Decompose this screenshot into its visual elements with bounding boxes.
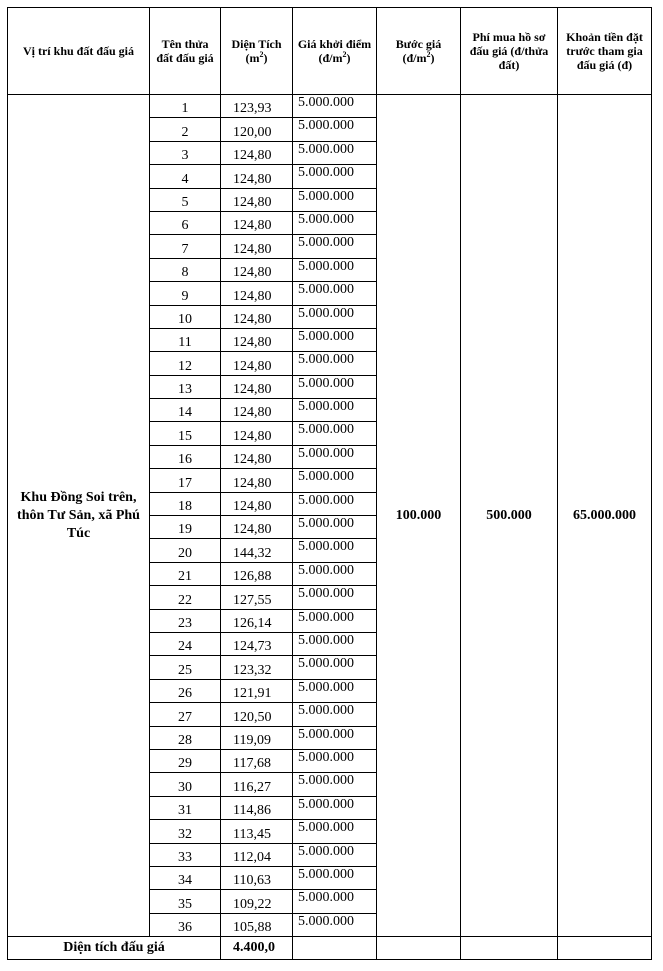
lot-area-cell: 124,80: [221, 235, 293, 258]
lot-area-cell: 112,04: [221, 843, 293, 866]
lot-start-price-cell: 5.000.000: [293, 165, 377, 188]
location-cell: Khu Đồng Soi trên, thôn Tư Sản, xã Phú Túc: [8, 95, 150, 937]
lot-number-cell: 6: [150, 211, 221, 234]
header-start-price-label: Giá khởi điểm: [297, 37, 372, 51]
lot-number-cell: 15: [150, 422, 221, 445]
lot-start-price-cell: 5.000.000: [293, 422, 377, 445]
lot-area-cell: 126,88: [221, 562, 293, 585]
lot-start-price-cell: 5.000.000: [293, 118, 377, 141]
lot-start-price-cell: 5.000.000: [293, 539, 377, 562]
lot-area-cell: 121,91: [221, 679, 293, 702]
lot-area-cell: 124,80: [221, 165, 293, 188]
lot-start-price-cell: 5.000.000: [293, 843, 377, 866]
lot-start-price-cell: 5.000.000: [293, 352, 377, 375]
lot-start-price-cell: 5.000.000: [293, 95, 377, 118]
lot-number-cell: 30: [150, 773, 221, 796]
lot-start-price-cell: 5.000.000: [293, 375, 377, 398]
footer-empty-step: [377, 937, 461, 960]
lot-number-cell: 28: [150, 726, 221, 749]
lot-number-cell: 25: [150, 656, 221, 679]
lot-start-price-cell: 5.000.000: [293, 890, 377, 913]
footer-empty-price: [293, 937, 377, 960]
header-location: Vị trí khu đất đấu giá: [8, 8, 150, 95]
lot-area-cell: 124,80: [221, 375, 293, 398]
lot-start-price-cell: 5.000.000: [293, 632, 377, 655]
lot-area-cell: 126,14: [221, 609, 293, 632]
header-start-price-unit-sup: 2: [342, 50, 347, 59]
lot-number-cell: 27: [150, 703, 221, 726]
lot-start-price-cell: 5.000.000: [293, 492, 377, 515]
footer-label: Diện tích đấu giá: [8, 937, 221, 960]
lot-start-price-cell: 5.000.000: [293, 282, 377, 305]
lot-area-cell: 124,73: [221, 632, 293, 655]
lot-number-cell: 23: [150, 609, 221, 632]
lot-number-cell: 4: [150, 165, 221, 188]
lot-start-price-cell: 5.000.000: [293, 866, 377, 889]
lot-area-cell: 124,80: [221, 211, 293, 234]
lot-start-price-cell: 5.000.000: [293, 258, 377, 281]
lot-number-cell: 16: [150, 445, 221, 468]
header-area: [221, 8, 293, 95]
lot-area-cell: 117,68: [221, 749, 293, 772]
lot-area-cell: 120,00: [221, 118, 293, 141]
lot-start-price-cell: 5.000.000: [293, 726, 377, 749]
lot-start-price-cell: 5.000.000: [293, 773, 377, 796]
table-row: [8, 95, 652, 118]
lot-number-cell: 36: [150, 913, 221, 936]
footer-empty-deposit: [558, 937, 652, 960]
lot-number-cell: 10: [150, 305, 221, 328]
lot-area-cell: 124,80: [221, 399, 293, 422]
lot-number-cell: 33: [150, 843, 221, 866]
lot-start-price-cell: 5.000.000: [293, 399, 377, 422]
lot-start-price-cell: 5.000.000: [293, 445, 377, 468]
lot-start-price-cell: 5.000.000: [293, 796, 377, 819]
lot-number-cell: 8: [150, 258, 221, 281]
footer-total-area: 4.400,0: [221, 937, 293, 960]
price-step-cell: 100.000: [377, 95, 461, 937]
header-area-unit-post: ): [263, 51, 268, 65]
lot-start-price-cell: 5.000.000: [293, 703, 377, 726]
lot-number-cell: 18: [150, 492, 221, 515]
lot-area-cell: 124,80: [221, 516, 293, 539]
lot-start-price-cell: 5.000.000: [293, 656, 377, 679]
lot-area-cell: 127,55: [221, 586, 293, 609]
lot-start-price-cell: 5.000.000: [293, 586, 377, 609]
lot-area-cell: 124,80: [221, 258, 293, 281]
lot-area-cell: 116,27: [221, 773, 293, 796]
lot-number-cell: 9: [150, 282, 221, 305]
header-start-price-unit-post: ): [346, 51, 351, 65]
lot-number-cell: 13: [150, 375, 221, 398]
lot-number-cell: 17: [150, 469, 221, 492]
header-start-price: [293, 8, 377, 95]
lot-area-cell: 123,32: [221, 656, 293, 679]
header-step-unit-pre: (đ/m: [402, 51, 427, 65]
footer-row: [8, 937, 652, 960]
lot-start-price-cell: 5.000.000: [293, 516, 377, 539]
deposit-cell: 65.000.000: [558, 95, 652, 937]
header-price-step: [377, 8, 461, 95]
header-start-price-unit-pre: (đ/m: [318, 51, 343, 65]
lot-number-cell: 1: [150, 95, 221, 118]
lot-number-cell: 2: [150, 118, 221, 141]
lot-area-cell: 124,80: [221, 469, 293, 492]
lot-start-price-cell: 5.000.000: [293, 141, 377, 164]
auction-table: [7, 7, 652, 960]
header-area-label: Diện Tích: [231, 37, 282, 51]
lot-number-cell: 19: [150, 516, 221, 539]
lot-area-cell: 123,93: [221, 95, 293, 118]
header-area-unit-pre: (m: [245, 51, 260, 65]
header-step-label: Bước giá: [395, 37, 442, 51]
lot-number-cell: 11: [150, 328, 221, 351]
lot-number-cell: 26: [150, 679, 221, 702]
lot-number-cell: 32: [150, 820, 221, 843]
lot-area-cell: 124,80: [221, 445, 293, 468]
lot-number-cell: 31: [150, 796, 221, 819]
lot-start-price-cell: 5.000.000: [293, 469, 377, 492]
lot-start-price-cell: 5.000.000: [293, 328, 377, 351]
lot-area-cell: 124,80: [221, 328, 293, 351]
dossier-fee-cell: 500.000: [461, 95, 558, 937]
lot-area-cell: 124,80: [221, 282, 293, 305]
lot-number-cell: 20: [150, 539, 221, 562]
header-deposit: Khoản tiền đặt trước tham gia đấu giá (đ): [558, 8, 652, 95]
lot-start-price-cell: 5.000.000: [293, 609, 377, 632]
lot-number-cell: 24: [150, 632, 221, 655]
header-row: [8, 8, 652, 95]
lot-start-price-cell: 5.000.000: [293, 562, 377, 585]
lot-start-price-cell: 5.000.000: [293, 820, 377, 843]
lot-area-cell: 120,50: [221, 703, 293, 726]
lot-rows: [8, 95, 652, 937]
lot-area-cell: 110,63: [221, 866, 293, 889]
header-step-unit-sup: 2: [426, 50, 431, 59]
lot-number-cell: 34: [150, 866, 221, 889]
lot-number-cell: 12: [150, 352, 221, 375]
lot-area-cell: 144,32: [221, 539, 293, 562]
lot-area-cell: 109,22: [221, 890, 293, 913]
lot-start-price-cell: 5.000.000: [293, 749, 377, 772]
lot-start-price-cell: 5.000.000: [293, 305, 377, 328]
lot-number-cell: 14: [150, 399, 221, 422]
lot-area-cell: 113,45: [221, 820, 293, 843]
lot-area-cell: 124,80: [221, 188, 293, 211]
lot-area-cell: 124,80: [221, 305, 293, 328]
lot-area-cell: 105,88: [221, 913, 293, 936]
lot-area-cell: 119,09: [221, 726, 293, 749]
lot-start-price-cell: 5.000.000: [293, 679, 377, 702]
lot-number-cell: 35: [150, 890, 221, 913]
header-step-unit-post: ): [430, 51, 435, 65]
header-dossier-fee: Phí mua hồ sơ đấu giá (đ/thửa đất): [461, 8, 558, 95]
lot-start-price-cell: 5.000.000: [293, 188, 377, 211]
lot-area-cell: 124,80: [221, 492, 293, 515]
lot-start-price-cell: 5.000.000: [293, 913, 377, 936]
header-lot-name: Tên thửa đất đấu giá: [150, 8, 221, 95]
lot-number-cell: 5: [150, 188, 221, 211]
lot-area-cell: 124,80: [221, 352, 293, 375]
lot-number-cell: 29: [150, 749, 221, 772]
lot-number-cell: 7: [150, 235, 221, 258]
lot-number-cell: 3: [150, 141, 221, 164]
lot-start-price-cell: 5.000.000: [293, 235, 377, 258]
lot-number-cell: 21: [150, 562, 221, 585]
header-area-unit-sup: 2: [259, 50, 264, 59]
lot-area-cell: 124,80: [221, 422, 293, 445]
footer-empty-fee: [461, 937, 558, 960]
lot-number-cell: 22: [150, 586, 221, 609]
lot-area-cell: 124,80: [221, 141, 293, 164]
lot-start-price-cell: 5.000.000: [293, 211, 377, 234]
lot-area-cell: 114,86: [221, 796, 293, 819]
